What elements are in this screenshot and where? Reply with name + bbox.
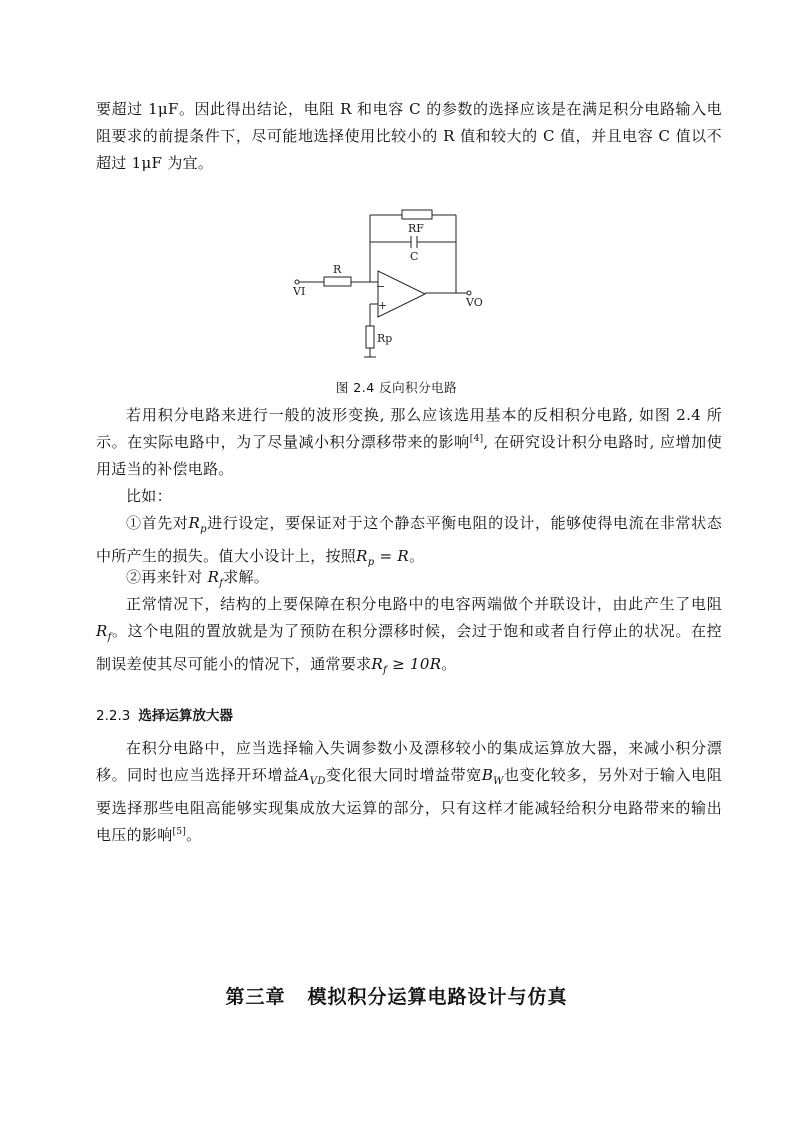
resistor-r <box>324 277 351 286</box>
figure-caption: 图 2.4 反向积分电路 <box>335 380 458 395</box>
item2-lead: ②再来针对 <box>126 568 208 586</box>
paragraph-wave-text: 若用积分电路来进行一般的波形变换, 那么应该选用基本的反相积分电路, 如图 2.4 所示。在实际电路中，为了尽量减小积分漂移带来的影响 <box>96 406 722 451</box>
math-rf-sub: f <box>219 578 224 589</box>
math-rf-2-var: R <box>96 622 108 640</box>
inverting-integrator-circuit <box>290 205 490 365</box>
paragraph-example <box>96 483 722 510</box>
math-rf-var: R <box>207 568 220 586</box>
paragraph-amp-mid: 变化很大同时增益带宽 <box>325 766 482 784</box>
label-c: C <box>410 250 419 263</box>
math-avd-sub: VD <box>309 776 326 787</box>
math-ineq-sub: f <box>383 665 388 676</box>
paragraph-amp-body: 也变化较多，另外对于输入电阻要选择那些电阻高能够实现集成放大运算的部分，只有这样才能减轻给积分电路带来的输出电压的影响 <box>96 766 722 844</box>
top-paragraph-text: 要超过 1μF。因此得出结论，电阻 R 和电容 C 的参数的选择应该是在满足积分电路输入电阻要求的前提条件下，尽可能地选择使用比较小的 R 值和较大的 C 值，并且电容 C 值以不超过 1μF 为宜。 <box>96 100 722 172</box>
item1-body: 进行设定，要保证对于这个静态平衡电阻的设计，能够使得电流在非常状态中所产生的损失。值大小设计上，按照 <box>96 514 722 565</box>
paragraph-wave-transform <box>96 402 722 483</box>
paragraph-amp-end: 。 <box>186 826 202 844</box>
top-paragraph <box>96 96 722 177</box>
section-heading <box>96 704 233 724</box>
math-bw-sub: W <box>493 776 504 787</box>
section-title: 选择运算放大器 <box>138 708 233 724</box>
math-rp-sub: p <box>200 524 207 535</box>
label-vi: VI <box>293 285 306 298</box>
math-rp-var: R <box>188 514 201 532</box>
paragraph-normal-lead: 正常情况下，结构的上要保障在积分电路中的电容两端做个并联设计，由此产生了电阻 <box>126 595 722 613</box>
math-eq-sub: p <box>367 557 375 568</box>
label-rf: RF <box>408 222 424 235</box>
citation-5: [5] <box>172 827 187 837</box>
section-number: 2.2.3 <box>96 708 131 724</box>
math-eq-rest: = R <box>374 547 410 565</box>
chapter-number: 第三章 <box>225 986 286 1008</box>
math-rf-2-sub: f <box>107 632 112 643</box>
math-eq-var: R <box>356 547 368 565</box>
paragraph-amp-lead: 在积分电路中，应当选择输入失调参数小及漂移较小的集成运算放大器，来减小积分漂移。同时也应当选择开环增益 <box>96 739 722 784</box>
math-bw <box>481 766 504 787</box>
math-rf <box>207 568 224 589</box>
math-rf-2 <box>96 622 112 643</box>
math-ineq-rest: ≥ 10R <box>387 655 442 673</box>
paragraph-normal-end: 。 <box>441 655 457 673</box>
paragraph-normal-case <box>96 591 722 684</box>
item1-end: 。 <box>409 547 425 565</box>
item1-lead: ①首先对 <box>126 514 189 532</box>
label-minus: − <box>376 280 386 293</box>
label-plus: + <box>378 299 388 312</box>
chapter-title: 模拟积分运算电路设计与仿真 <box>307 986 568 1008</box>
paragraph-op-amp <box>96 735 722 849</box>
math-rp <box>188 514 207 535</box>
math-avd <box>298 766 326 787</box>
math-rf-ge-10r <box>371 655 442 676</box>
paragraph-wave-tail: , 在研究设计积分电路时, 应增加使用适当的补偿电路。 <box>96 433 722 478</box>
math-rp-equals-r <box>356 547 410 568</box>
paragraph-example-text: 比如： <box>126 487 172 505</box>
math-bw-var: B <box>481 766 494 784</box>
resistor-rf <box>402 210 432 219</box>
label-r: R <box>333 263 342 276</box>
resistor-rp <box>366 326 374 348</box>
math-avd-var: A <box>298 766 310 784</box>
label-rp: Rp <box>377 332 393 345</box>
math-ineq-var: R <box>371 655 384 673</box>
paragraph-normal-body: 。这个电阻的置放就是为了预防在积分漂移时候，会过于饱和或者自行停止的状况。在控制误差使其尽可能小的情况下，通常要求 <box>96 622 722 673</box>
vo-terminal <box>467 291 471 295</box>
label-vo: VO <box>466 296 483 309</box>
item2-body: 求解。 <box>223 568 270 586</box>
vi-terminal <box>295 280 299 284</box>
citation-4: [4] <box>469 434 484 444</box>
chapter-heading <box>0 982 793 1009</box>
